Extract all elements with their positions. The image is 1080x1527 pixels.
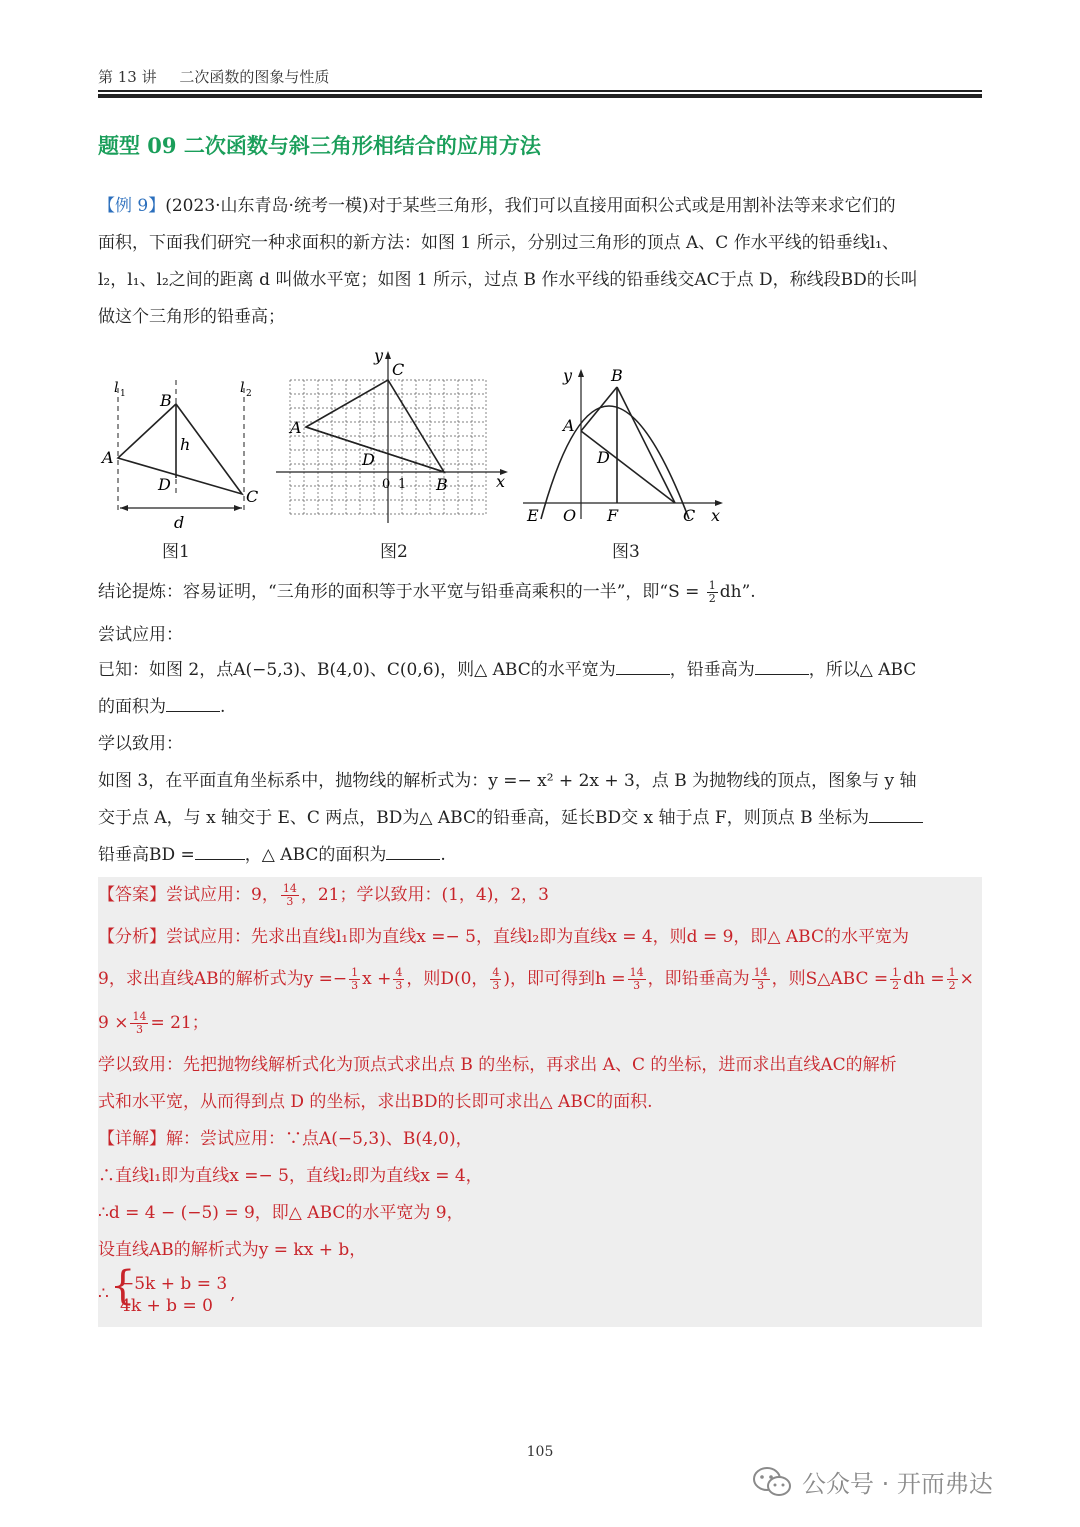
page-number: 105 — [526, 1444, 554, 1460]
example-line-3: l₂，l₁、l₂之间的距离 d 叫做水平宽；如图 1 所示，过点 B 作水平线的铅垂线交AC于点 D，称线段BD的长叫 — [98, 270, 918, 290]
analysis-text: ，则D(0， — [406, 969, 489, 989]
example-line-1 — [98, 188, 982, 225]
fig2-label-B: B — [436, 475, 448, 494]
detail-line-1: 【详解】解：尝试应用：∵点A(−5,3)、B(4,0)， — [98, 1129, 473, 1149]
try-q1-text: 已知：如图 2，点A(−5,3)、B(4,0)、C(0,6)，则△ ABC的水平宽为 — [98, 660, 616, 680]
apply-line-2 — [98, 800, 982, 837]
apply-line-3 — [98, 837, 982, 874]
frac-numerator: 1 — [948, 966, 956, 979]
apply-line-1: 如图 3，在平面直角坐标系中，抛物线的解析式为：y =− x² + 2x + 3，点 B 为抛物线的顶点，图象与 y 轴 — [98, 771, 917, 791]
lecture-number: 第 13 讲 — [98, 68, 157, 86]
frac-numerator: 14 — [753, 966, 768, 979]
fig1-label-l2: l — [240, 380, 245, 396]
fraction — [490, 967, 501, 992]
analysis-text: 9 × — [98, 1013, 129, 1033]
frac-denominator: 2 — [892, 979, 900, 992]
analysis-line-5: 式和水平宽，从而得到点 D 的坐标，求出BD的长即可求出△ ABC的面积. — [98, 1092, 653, 1112]
detail-line-4: 设直线AB的解析式为y = kx + b， — [98, 1240, 367, 1260]
conclusion-suffix: dh”. — [719, 582, 756, 602]
fig3-label-B: B — [611, 366, 623, 385]
conclusion-line — [98, 574, 982, 611]
example-line-4: 做这个三角形的铅垂高； — [98, 307, 285, 327]
answer-line — [98, 877, 982, 914]
system-row-1: −5k + b = 3 — [120, 1274, 228, 1294]
figure-3 — [523, 359, 733, 529]
header-rule-thick — [98, 94, 982, 98]
fig3-label-E: E — [527, 506, 539, 525]
fraction — [130, 1011, 148, 1036]
example-text-1: 对于某些三角形，我们可以直接用面积公式或是用割补法等来求它们的 — [368, 196, 896, 216]
try-q2-end: . — [220, 697, 226, 717]
figure-1 — [98, 370, 268, 530]
fig3-label-F: F — [607, 506, 619, 525]
frac-denominator: 2 — [948, 979, 956, 992]
fraction — [628, 967, 646, 992]
lecture-title: 二次函数的图象与性质 — [179, 68, 330, 86]
fraction — [393, 967, 404, 992]
fraction — [349, 967, 360, 992]
frac-denominator: 3 — [135, 1023, 143, 1036]
fig1-label-h: h — [180, 435, 191, 454]
conclusion-prefix: 结论提炼：容易证明，“三角形的面积等于水平宽与铅垂高乘积的一半”，即“S = — [98, 582, 705, 602]
frac-numerator: 14 — [282, 882, 297, 895]
answer-blank — [386, 840, 440, 860]
frac-numerator: 4 — [492, 966, 500, 979]
example-line-2: 面积，下面我们研究一种求面积的新方法：如图 1 所示，分别过三角形的顶点 A、C 作水平线的铅垂线l₁、 — [98, 233, 899, 253]
figure-2 — [276, 345, 516, 525]
wechat-icon — [752, 1466, 792, 1498]
fig2-label-x: x — [496, 472, 506, 491]
figure-2-caption: 图2 — [380, 542, 408, 562]
watermark — [752, 1464, 993, 1499]
try-question-line-1 — [98, 652, 982, 689]
answer-blank — [869, 803, 923, 823]
detail-line-3: ∴d = 4 − (−5) = 9，即△ ABC的水平宽为 9， — [98, 1203, 464, 1223]
analysis-text: × — [959, 969, 974, 989]
fig1-label-d: d — [174, 513, 185, 530]
figure-1-caption: 图1 — [162, 542, 190, 562]
try-heading: 尝试应用： — [98, 625, 183, 645]
header-rule-thin — [98, 90, 982, 92]
page-header — [98, 66, 329, 87]
frac-denominator: 2 — [708, 592, 716, 605]
fig2-label-y: y — [374, 346, 384, 365]
answer-blank — [616, 655, 670, 675]
try-q1-text-b: ，铅垂高为 — [669, 660, 755, 680]
system-comma: , — [230, 1284, 236, 1304]
apply-line-3-text-b: ，△ ABC的面积为 — [244, 845, 387, 865]
fig3-label-y: y — [563, 366, 573, 385]
answer-text-b: ，21；学以致用：(1，4)，2，3 — [300, 885, 549, 905]
analysis-text: dh = — [903, 969, 945, 989]
fig2-label-D: D — [362, 450, 375, 469]
fig2-label-A: A — [290, 418, 302, 437]
figure-3-caption: 图3 — [612, 542, 640, 562]
fig2-label-one: 1 — [398, 477, 407, 492]
try-q1-text-c: ，所以△ ABC — [808, 660, 917, 680]
fraction — [947, 967, 958, 992]
frac-denominator: 3 — [492, 979, 500, 992]
analysis-line-2 — [98, 961, 982, 998]
detail-line-2: ∴直线l₁即为直线x =− 5，直线l₂即为直线x = 4， — [98, 1166, 483, 1186]
answer-fraction — [281, 883, 299, 908]
frac-numerator: 1 — [351, 966, 359, 979]
fig3-label-x: x — [711, 506, 721, 525]
frac-denominator: 3 — [395, 979, 403, 992]
answer-text-a: 【答案】尝试应用：9， — [98, 885, 279, 905]
analysis-text: x + — [362, 969, 392, 989]
apply-line-2-text: 交于点 A，与 x 轴交于 E、C 两点，BD为△ ABC的铅垂高，延长BD交 x 轴于点 F，则顶点 B 坐标为 — [98, 808, 870, 828]
system-row-2: 4k + b = 0 — [120, 1296, 213, 1316]
system-brace: { — [110, 1263, 136, 1309]
example-tag: 【例 9】 — [98, 196, 166, 216]
fig2-label-origin: 0 — [382, 477, 391, 492]
frac-numerator: 4 — [395, 966, 403, 979]
analysis-text: ，则S△ABC = — [771, 969, 889, 989]
fig1-label-l1: l — [114, 380, 119, 396]
frac-numerator: 14 — [132, 1010, 147, 1023]
try-question-line-2 — [98, 689, 982, 726]
fig2-label-C: C — [392, 360, 405, 379]
frac-numerator: 1 — [708, 579, 716, 592]
frac-denominator: 3 — [351, 979, 359, 992]
analysis-text: = 21； — [150, 1013, 209, 1033]
fig1-label-C: C — [246, 487, 259, 506]
try-q2-text: 的面积为 — [98, 697, 166, 717]
fig3-label-A: A — [563, 416, 575, 435]
apply-heading: 学以致用： — [98, 734, 183, 754]
frac-denominator: 3 — [633, 979, 641, 992]
fig1-label-l2-sub: 2 — [246, 389, 252, 399]
frac-numerator: 1 — [892, 966, 900, 979]
analysis-line-4: 学以致用：先把抛物线解析式化为顶点式求出点 B 的坐标，再求出 A、C 的坐标，进而求出直线AC的解析 — [98, 1055, 897, 1075]
frac-denominator: 3 — [757, 979, 765, 992]
frac-numerator: 14 — [629, 966, 644, 979]
apply-line-3-end: . — [440, 845, 446, 865]
section-title: 题型 09 二次函数与斜三角形相结合的应用方法 — [98, 133, 541, 158]
fig1-label-l1-sub: 1 — [120, 389, 126, 399]
apply-line-3-text-a: 铅垂高BD = — [98, 845, 195, 865]
answer-blank — [166, 692, 220, 712]
fig1-label-D: D — [158, 475, 171, 494]
therefore-symbol: ∴ — [98, 1284, 109, 1304]
fig1-label-A: A — [102, 448, 114, 467]
fraction — [752, 967, 770, 992]
fig3-label-D: D — [597, 448, 610, 467]
fig3-label-O: O — [563, 506, 577, 525]
figures-row — [98, 345, 758, 570]
conclusion-fraction — [707, 580, 718, 605]
answer-blank — [195, 840, 245, 860]
answer-blank — [755, 655, 809, 675]
fraction — [890, 967, 901, 992]
fig1-label-B: B — [160, 391, 172, 410]
analysis-line-1: 【分析】尝试应用：先求出直线l₁即为直线x =− 5，直线l₂即为直线x = 4，则d = 9，即△ ABC的水平宽为 — [98, 927, 909, 947]
analysis-text: ，即铅垂高为 — [647, 969, 750, 989]
analysis-text: )，即可得到h = — [503, 969, 626, 989]
example-source: (2023·山东青岛·统考一模) — [165, 196, 369, 216]
analysis-line-3 — [98, 1005, 982, 1042]
frac-denominator: 3 — [286, 895, 294, 908]
watermark-text: 公众号 · 开而弗达 — [802, 1470, 993, 1498]
analysis-text: 9，求出直线AB的解析式为y =− — [98, 969, 348, 989]
fig3-label-C: C — [683, 506, 696, 525]
